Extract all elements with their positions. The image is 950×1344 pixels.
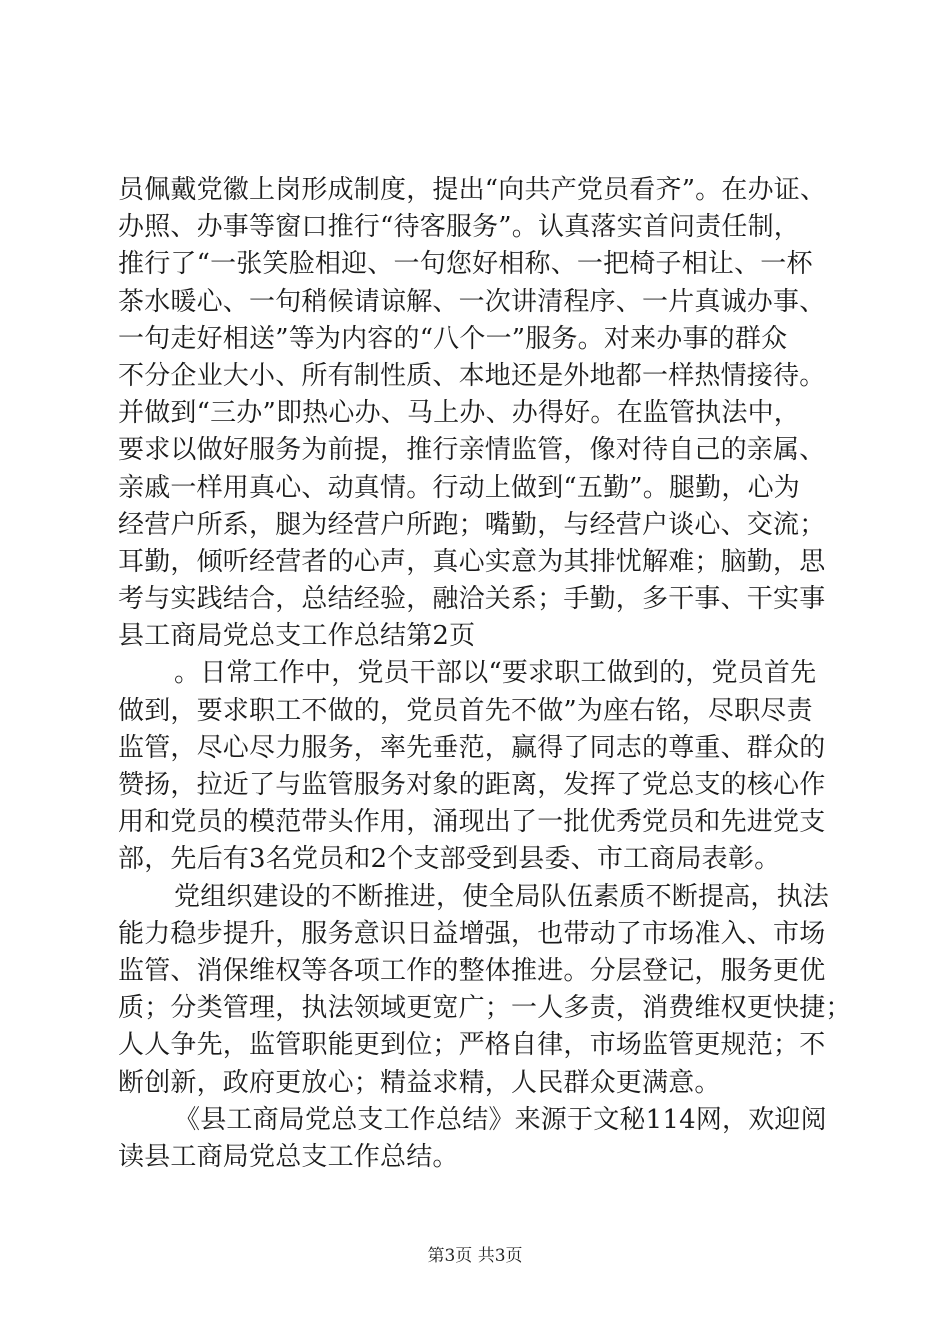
page-break-heading: 县工商局党总支工作总结第2页 <box>118 621 476 652</box>
text-line: 监管，尽心尽力服务，率先垂范，赢得了同志的尊重、群众的 <box>118 732 826 763</box>
text-line: 并做到“三办”即热心办、马上办、办得好。在监管执法中， <box>118 398 800 429</box>
body-text <box>118 172 852 1176</box>
text-line: 质；分类管理，执法领域更宽广；一人多责，消费维权更快捷； <box>118 993 852 1024</box>
text-line: 经营户所系，腿为经营户所跑；嘴勤，与经营户谈心、交流； <box>118 509 826 540</box>
text-line: 断创新，政府更放心；精益求精，人民群众更满意。 <box>118 1067 721 1098</box>
text-line: 办照、办事等窗口推行“待客服务”。认真落实首问责任制， <box>118 212 800 243</box>
text-line: 做到，要求职工不做的，党员首先不做”为座右铭，尽职尽责 <box>118 695 813 726</box>
text-line: 用和党员的模范带头作用，涌现出了一批优秀党员和先进党支 <box>118 807 826 838</box>
text-line: 员佩戴党徽上岗形成制度，提出“向共产党员看齐”。在办证、 <box>118 175 827 205</box>
text-line: 耳勤，倾听经营者的心声，真心实意为其排忧解难；脑勤，思 <box>118 546 826 577</box>
text-line: 一句走好相送”等为内容的“八个一”服务。对来办事的群众 <box>118 323 788 354</box>
text-line: 部，先后有3名党员和2个支部受到县委、市工商局表彰。 <box>118 844 781 875</box>
text-line: 能力稳步提升，服务意识日益增强，也带动了市场准入、市场 <box>118 918 826 949</box>
text-line: 茶水暖心、一句稍候请谅解、一次讲清程序、一片真诚办事、 <box>118 286 826 317</box>
text-line: 推行了“一张笑脸相迎、一句您好相称、一把椅子相让、一杯 <box>118 249 813 280</box>
paragraph-start: 党组织建设的不断推进，使全局队伍素质不断提高，执法 <box>174 881 830 912</box>
source-note: 读县工商局党总支工作总结。 <box>118 1141 459 1172</box>
text-line: 监管、消保维权等各项工作的整体推进。分层登记，服务更优 <box>118 955 826 986</box>
text-line: 不分企业大小、所有制性质、本地还是外地都一样热情接待。 <box>118 360 826 391</box>
text-line: 赞扬，拉近了与监管服务对象的距离，发挥了党总支的核心作 <box>118 770 826 800</box>
source-note: 《县工商局党总支工作总结》来源于文秘114网，欢迎阅 <box>174 1104 827 1135</box>
text-line: 人人争先，监管职能更到位；严格自律，市场监管更规范；不 <box>118 1030 826 1061</box>
page-footer: 第3页 共3页 <box>427 1246 523 1266</box>
text-line: 。日常工作中，党员干部以“要求职工做到的，党员首先 <box>174 658 817 689</box>
text-line: 要求以做好服务为前提，推行亲情监管，像对待自己的亲属、 <box>118 435 826 466</box>
text-line: 考与实践结合，总结经验，融洽关系；手勤，多干事、干实事 <box>118 584 826 615</box>
text-line: 亲戚一样用真心、动真情。行动上做到“五勤”。腿勤，心为 <box>118 472 800 503</box>
